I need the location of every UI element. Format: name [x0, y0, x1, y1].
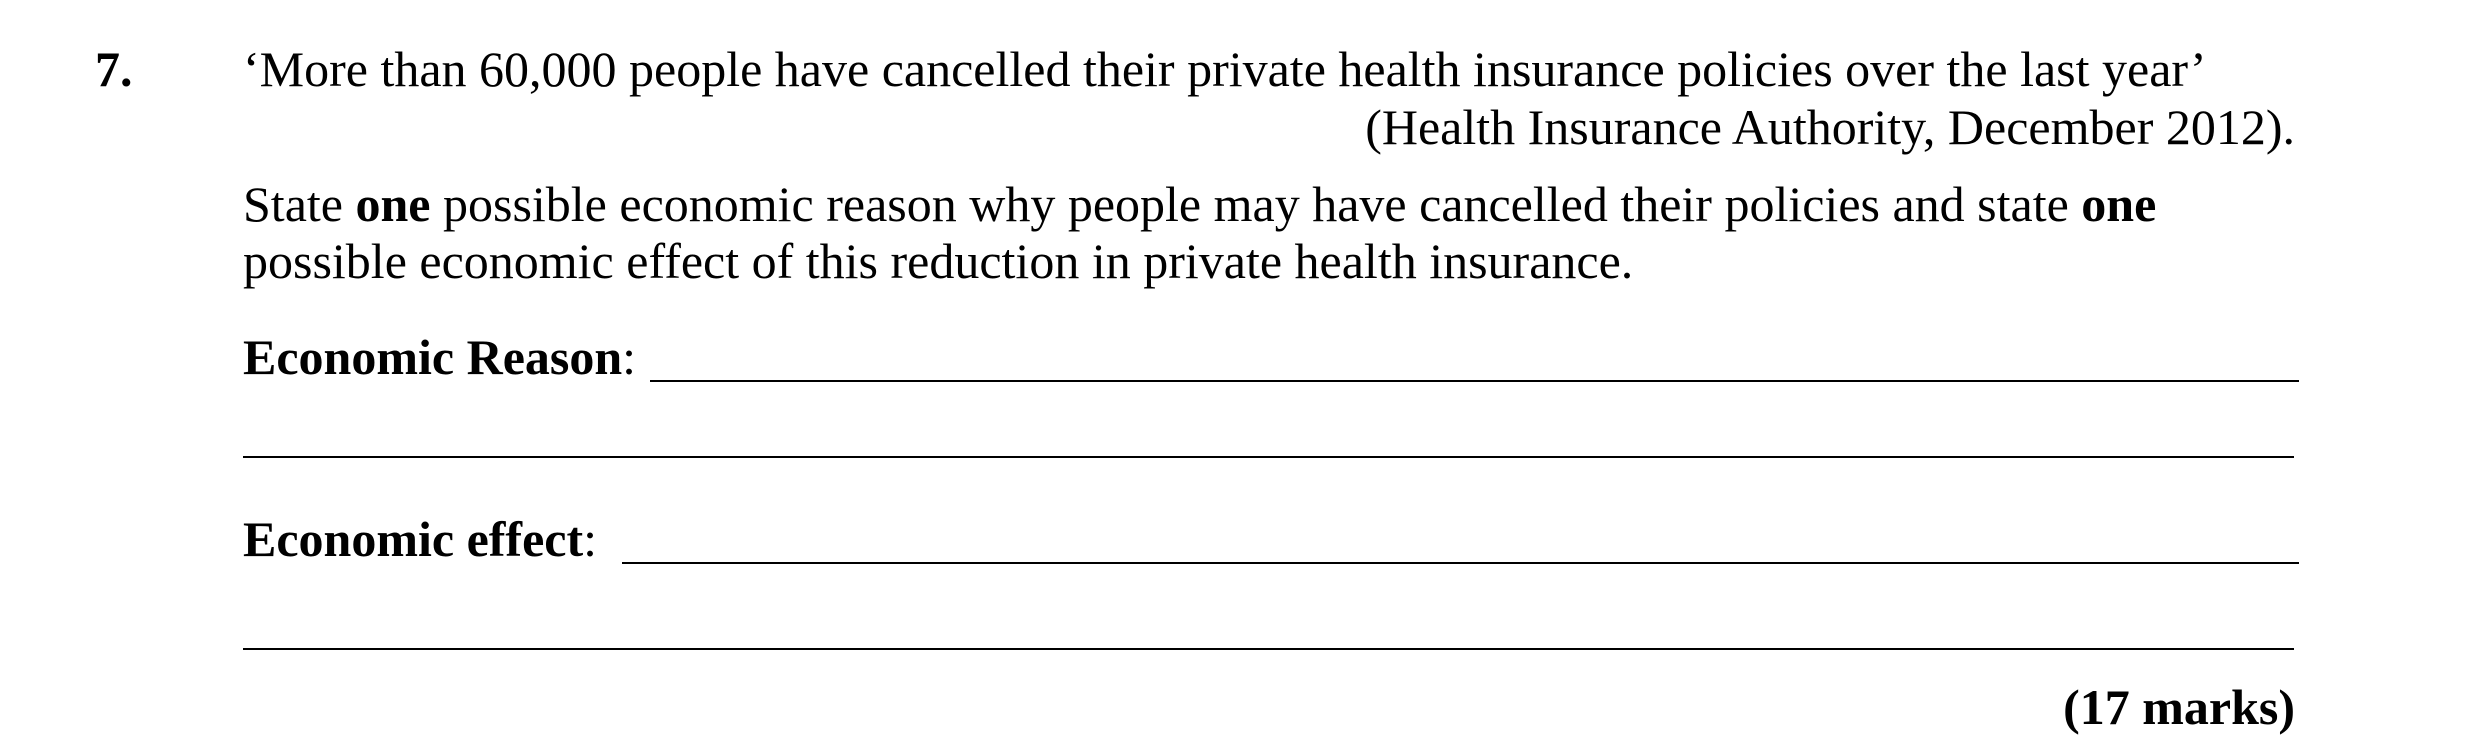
instruction-emphasis: one — [2081, 176, 2157, 232]
instruction-line-1 — [243, 176, 2157, 232]
label-colon: : — [583, 511, 598, 567]
quote-source: (Health Insurance Authority, December 2012). — [1365, 99, 2295, 155]
instruction-text: possible economic reason why people may have cancelled their policies and state — [430, 176, 2082, 232]
economic-reason-answer-line[interactable] — [650, 380, 2299, 382]
economic-reason-answer-line-2[interactable] — [243, 456, 2294, 458]
question-quote: ‘More than 60,000 people have cancelled their private health insurance policies over the last year’ — [243, 41, 2207, 97]
instruction-text: State — [243, 176, 356, 232]
instruction-line-2: possible economic effect of this reduction in private health insurance. — [243, 233, 1634, 289]
question-number: 7. — [95, 41, 133, 97]
economic-effect-answer-line[interactable] — [622, 562, 2299, 564]
economic-reason-label-group — [243, 329, 637, 385]
economic-effect-label-group — [243, 511, 598, 567]
label-colon: : — [622, 329, 637, 385]
economic-reason-label: Economic Reason — [243, 329, 623, 385]
economic-effect-label: Economic effect — [243, 511, 584, 567]
economic-effect-answer-line-2[interactable] — [243, 648, 2294, 650]
instruction-emphasis: one — [355, 176, 431, 232]
marks-label: (17 marks) — [2063, 679, 2295, 735]
